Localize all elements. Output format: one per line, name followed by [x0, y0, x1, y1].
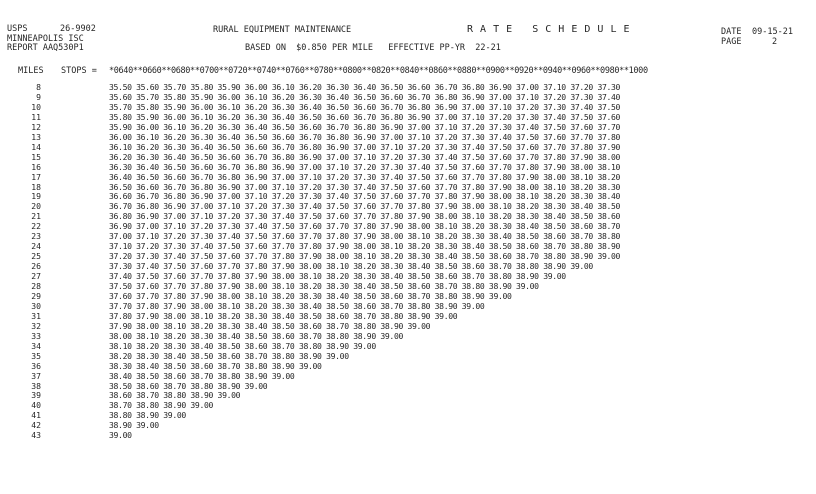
page-label: PAGE — [721, 37, 742, 47]
row-miles: 10 — [31, 101, 41, 112]
row-rates: 35.50 35.60 35.70 35.80 35.90 36.00 36.10 36.20 36.30 36.40 36.50 36.60 36.70 36.80 36.90 37.00 37.10 37.20 37.30 — [109, 82, 621, 92]
row-miles: 30 — [31, 300, 41, 311]
row-rates: 36.40 36.50 36.60 36.70 36.80 36.90 37.00 37.10 37.20 37.30 37.40 37.50 37.60 37.70 37.80 37.90 38.00 38.10 38.20 — [109, 171, 621, 182]
row-miles: 20 — [31, 201, 41, 212]
row-miles: 40 — [31, 400, 41, 411]
miles-header: MILES — [18, 66, 44, 76]
row-rates: 38.00 38.10 38.20 38.30 38.40 38.50 38.60 38.70 38.80 38.90 39.00 — [109, 330, 403, 341]
report-id: REPORT AAQ530P1 — [7, 43, 84, 53]
row-miles: 22 — [31, 221, 41, 232]
org-name: USPS — [7, 24, 28, 34]
row-miles: 25 — [31, 251, 41, 262]
row-rates: 37.10 37.20 37.30 37.40 37.50 37.60 37.70 37.80 37.90 38.00 38.10 38.20 38.30 38.40 38.50 38.60 38.70 38.80 38.90 — [109, 241, 621, 252]
row-miles: 18 — [31, 181, 41, 192]
row-miles: 13 — [31, 131, 41, 142]
row-miles: 16 — [31, 161, 41, 172]
row-miles: 17 — [31, 171, 41, 182]
row-rates: 36.30 36.40 36.50 36.60 36.70 36.80 36.90 37.00 37.10 37.20 37.30 37.40 37.50 37.60 37.70 37.80 37.90 38.00 38.10 — [109, 161, 621, 172]
row-miles: 29 — [31, 290, 41, 301]
row-miles: 21 — [31, 211, 41, 222]
row-rates: 36.60 36.70 36.80 36.90 37.00 37.10 37.20 37.30 37.40 37.50 37.60 37.70 37.80 37.90 38.00 38.10 38.20 38.30 38.40 — [109, 191, 621, 202]
row-rates: 38.80 38.90 39.00 — [109, 410, 186, 421]
stops-header: STOPS = — [61, 66, 97, 76]
row-miles: 28 — [31, 281, 41, 291]
date-label: DATE — [721, 27, 742, 37]
row-rates: 37.20 37.30 37.40 37.50 37.60 37.70 37.80 37.90 38.00 38.10 38.20 38.30 38.40 38.50 38.60 38.70 38.80 38.90 39.00 — [109, 251, 621, 262]
row-rates: 37.90 38.00 38.10 38.20 38.30 38.40 38.50 38.60 38.70 38.80 38.90 39.00 — [109, 320, 431, 331]
row-rates: 36.50 36.60 36.70 36.80 36.90 37.00 37.10 37.20 37.30 37.40 37.50 37.60 37.70 37.80 37.90 38.00 38.10 38.20 38.30 — [109, 181, 621, 192]
row-rates: 35.90 36.00 36.10 36.20 36.30 36.40 36.50 36.60 36.70 36.80 36.90 37.00 37.10 37.20 37.30 37.40 37.50 37.60 37.70 — [109, 121, 621, 132]
row-miles: 9 — [36, 91, 41, 102]
row-rates: 36.10 36.20 36.30 36.40 36.50 36.60 36.70 36.80 36.90 37.00 37.10 37.20 37.30 37.40 37.50 37.60 37.70 37.80 37.90 — [109, 141, 621, 152]
row-rates: 38.10 38.20 38.30 38.40 38.50 38.60 38.70 38.80 38.90 39.00 — [109, 340, 376, 351]
row-rates: 36.00 36.10 36.20 36.30 36.40 36.50 36.60 36.70 36.80 36.90 37.00 37.10 37.20 37.30 37.40 37.50 37.60 37.70 37.80 — [109, 131, 621, 142]
row-rates: 36.80 36.90 37.00 37.10 37.20 37.30 37.40 37.50 37.60 37.70 37.80 37.90 38.00 38.10 38.20 38.30 38.40 38.50 38.60 — [109, 211, 621, 222]
row-miles: 26 — [31, 261, 41, 272]
row-miles: 24 — [31, 241, 41, 252]
row-rates: 35.60 35.70 35.80 35.90 36.00 36.10 36.20 36.30 36.40 36.50 36.60 36.70 36.80 36.90 37.00 37.10 37.20 37.30 37.40 — [109, 91, 621, 102]
row-rates: 37.30 37.40 37.50 37.60 37.70 37.80 37.90 38.00 38.10 38.20 38.30 38.40 38.50 38.60 38.70 38.80 38.90 39.00 — [109, 261, 593, 272]
row-rates: 38.20 38.30 38.40 38.50 38.60 38.70 38.80 38.90 39.00 — [109, 350, 349, 361]
row-rates: 39.00 — [109, 430, 132, 441]
row-rates: 37.40 37.50 37.60 37.70 37.80 37.90 38.00 38.10 38.20 38.30 38.40 38.50 38.60 38.70 38.80 38.90 39.00 — [109, 271, 566, 282]
rate-basis: BASED ON $0.850 PER MILE EFFECTIVE PP-YR 22-21 — [245, 43, 501, 53]
row-miles: 15 — [31, 151, 41, 162]
row-rates: 36.20 36.30 36.40 36.50 36.60 36.70 36.80 36.90 37.00 37.10 37.20 37.30 37.40 37.50 37.60 37.70 37.80 37.90 38.00 — [109, 151, 621, 162]
row-miles: 39 — [31, 390, 41, 401]
row-rates: 37.70 37.80 37.90 38.00 38.10 38.20 38.30 38.40 38.50 38.60 38.70 38.80 38.90 39.00 — [109, 300, 485, 311]
row-miles: 35 — [31, 350, 41, 361]
row-rates: 35.80 35.90 36.00 36.10 36.20 36.30 36.40 36.50 36.60 36.70 36.80 36.90 37.00 37.10 37.20 37.30 37.40 37.50 37.60 — [109, 111, 621, 122]
row-miles: 12 — [31, 121, 41, 132]
row-miles: 33 — [31, 330, 41, 341]
page-number: 2 — [772, 37, 778, 47]
office-name: MINNEAPOLIS ISC — [7, 34, 84, 44]
row-rates: 38.60 38.70 38.80 38.90 39.00 — [109, 390, 241, 401]
row-miles: 37 — [31, 370, 41, 381]
row-miles: 43 — [31, 430, 41, 441]
row-miles: 11 — [31, 111, 41, 122]
row-rates: 38.50 38.60 38.70 38.80 38.90 39.00 — [109, 380, 268, 391]
stops-values: *0640**0660**0680**0700**0720**0740**0760**0780**0800**0820**0840**0860**0880**0900**0920**0940**0960**0980**1000 — [109, 66, 648, 76]
row-rates: 38.30 38.40 38.50 38.60 38.70 38.80 38.90 39.00 — [109, 360, 322, 371]
row-miles: 34 — [31, 340, 41, 351]
row-miles: 23 — [31, 231, 41, 242]
program-name: RURAL EQUIPMENT MAINTENANCE — [213, 25, 352, 35]
row-rates: 38.70 38.80 38.90 39.00 — [109, 400, 214, 411]
row-rates: 37.60 37.70 37.80 37.90 38.00 38.10 38.20 38.30 38.40 38.50 38.60 38.70 38.80 38.90 39.00 — [109, 290, 512, 301]
row-miles: 31 — [31, 310, 41, 321]
row-miles: 41 — [31, 410, 41, 421]
report-title: R A T E S C H E D U L E — [467, 24, 631, 35]
row-rates: 37.00 37.10 37.20 37.30 37.40 37.50 37.60 37.70 37.80 37.90 38.00 38.10 38.20 38.30 38.40 38.50 38.60 38.70 38.80 — [109, 231, 621, 242]
row-rates: 36.70 36.80 36.90 37.00 37.10 37.20 37.30 37.40 37.50 37.60 37.70 37.80 37.90 38.00 38.10 38.20 38.30 38.40 38.50 — [109, 201, 621, 212]
row-rates: 37.50 37.60 37.70 37.80 37.90 38.00 38.10 38.20 38.30 38.40 38.50 38.60 38.70 38.80 38.90 39.00 — [109, 281, 539, 291]
row-miles: 27 — [31, 271, 41, 282]
row-miles: 36 — [31, 360, 41, 371]
form-number: 26-9902 — [60, 24, 96, 34]
row-miles: 38 — [31, 380, 41, 391]
row-rates: 38.90 39.00 — [109, 420, 159, 431]
report-date: 09-15-21 — [752, 27, 793, 37]
row-rates: 38.40 38.50 38.60 38.70 38.80 38.90 39.00 — [109, 370, 295, 381]
row-miles: 42 — [31, 420, 41, 431]
row-rates: 35.70 35.80 35.90 36.00 36.10 36.20 36.30 36.40 36.50 36.60 36.70 36.80 36.90 37.00 37.10 37.20 37.30 37.40 37.50 — [109, 101, 621, 112]
row-rates: 36.90 37.00 37.10 37.20 37.30 37.40 37.50 37.60 37.70 37.80 37.90 38.00 38.10 38.20 38.30 38.40 38.50 38.60 38.70 — [109, 221, 621, 232]
row-miles: 14 — [31, 141, 41, 152]
row-miles: 32 — [31, 320, 41, 331]
row-rates: 37.80 37.90 38.00 38.10 38.20 38.30 38.40 38.50 38.60 38.70 38.80 38.90 39.00 — [109, 310, 458, 321]
row-miles: 19 — [31, 191, 41, 202]
row-miles: 8 — [36, 82, 41, 92]
